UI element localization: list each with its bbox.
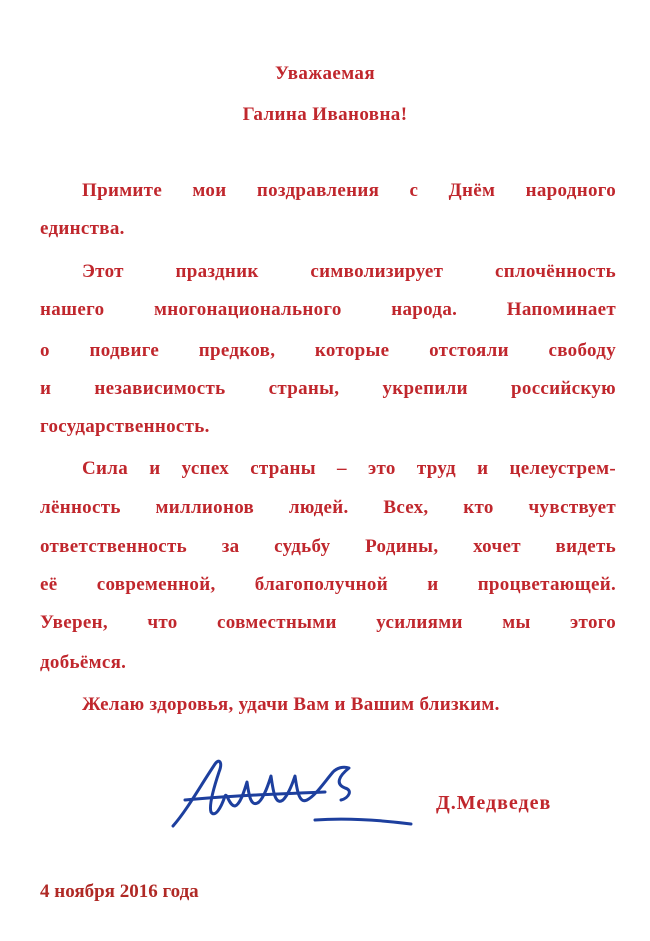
body-line: Сила и успех страны – это труд и целеустрем- [82,458,616,479]
body-line: о подвиге предков, которые отстояли свободу [40,340,616,361]
body-line: добьёмся. [40,652,127,673]
body-line: её современной, благополучной и процветающей. [40,574,616,595]
handwritten-signature [165,748,415,838]
body-line: Этот праздник символизирует сплочённость [82,261,616,282]
body-line: единства. [40,218,125,239]
body-line: Примите мои поздравления с Днём народного [82,180,616,201]
body-line: Желаю здоровья, удачи Вам и Вашим близким. [82,694,500,715]
salutation-line-1: Уважаемая [274,63,376,84]
body-line: и независимость страны, укрепили российскую [40,378,616,399]
body-line: государственность. [40,416,210,437]
salutation-line-2: Галина Ивановна! [242,104,408,125]
signer-name: Д.Медведев [436,792,552,814]
body-line: ответственность за судьбу Родины, хочет видеть [40,536,616,557]
body-line: лённость миллионов людей. Всех, кто чувствует [40,497,616,518]
body-line: нашего многонационального народа. Напоминает [40,299,616,320]
body-line: Уверен, что совместными усилиями мы этого [40,612,616,633]
letter-date: 4 ноября 2016 года [40,881,199,902]
